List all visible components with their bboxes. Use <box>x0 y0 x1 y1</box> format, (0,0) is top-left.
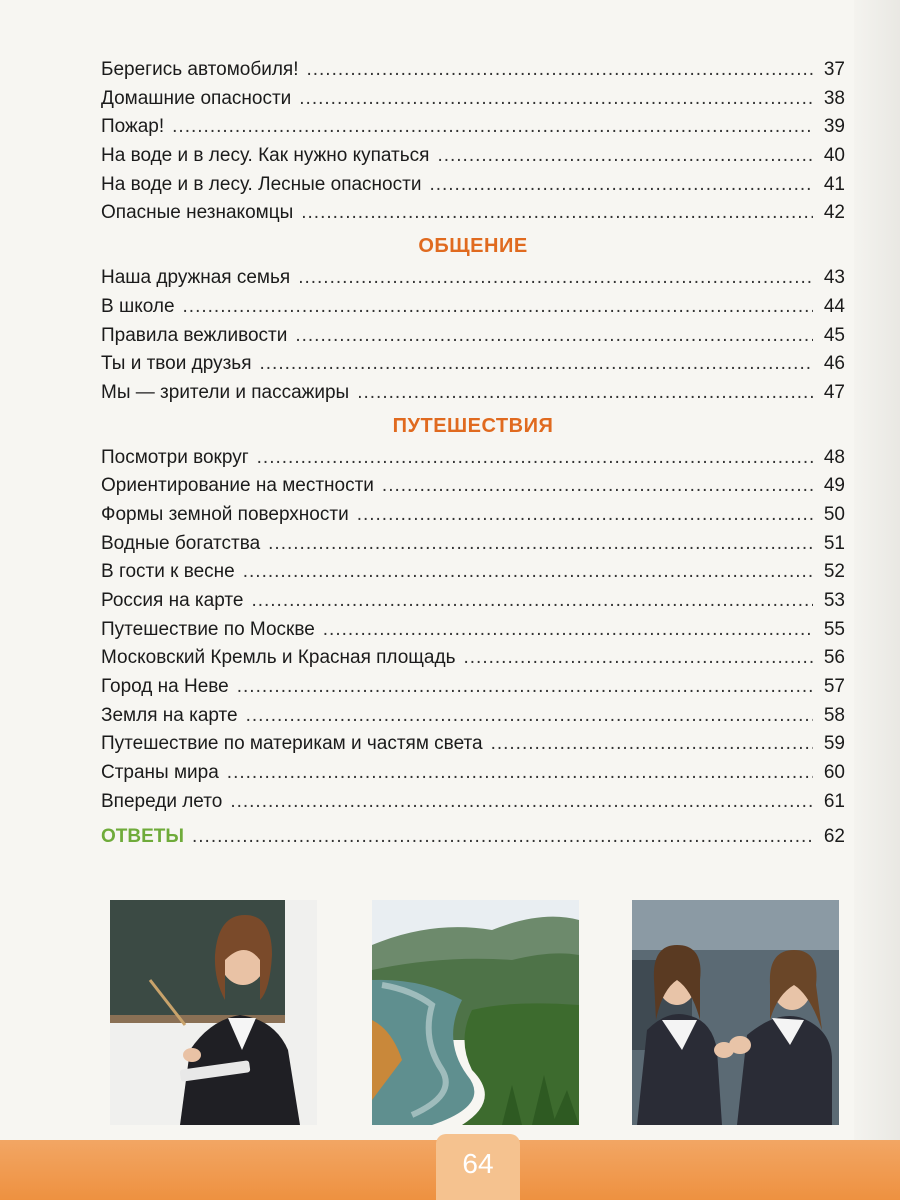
toc-entry[interactable] <box>101 530 845 559</box>
toc-entry[interactable] <box>101 56 845 85</box>
entry-title: В гости к весне <box>101 561 235 583</box>
entry-title: Формы земной поверхности <box>101 503 349 525</box>
leader-dots <box>301 199 813 228</box>
toc-entry[interactable] <box>101 730 845 759</box>
leader-dots <box>357 501 813 530</box>
entry-page: 40 <box>823 145 845 167</box>
entry-page: 46 <box>823 353 845 375</box>
leader-dots <box>246 702 813 731</box>
entry-title: Страны мира <box>101 762 219 784</box>
toc-entry[interactable] <box>101 702 845 731</box>
entry-title: Путешествие по материкам и частям света <box>101 733 483 755</box>
leader-dots <box>259 350 813 379</box>
entry-page: 37 <box>823 59 845 80</box>
entry-title: ОТВЕТЫ <box>101 825 184 847</box>
leader-dots <box>251 587 813 616</box>
entry-page: 41 <box>823 173 845 195</box>
entry-page: 57 <box>823 676 845 698</box>
toc-entry[interactable] <box>101 379 845 408</box>
toc-entry[interactable] <box>101 264 845 293</box>
toc-entry[interactable] <box>101 788 845 817</box>
entry-page: 61 <box>823 790 845 812</box>
toc-entry[interactable] <box>101 199 845 228</box>
entry-page: 42 <box>823 202 845 224</box>
leader-dots <box>237 673 813 702</box>
entry-page: 51 <box>823 532 845 554</box>
entry-title: Россия на карте <box>101 590 244 611</box>
toc-entry[interactable] <box>101 142 845 171</box>
toc-entry[interactable] <box>101 85 845 114</box>
entry-title: В школе <box>101 295 175 317</box>
page-number: 64 <box>436 1134 520 1200</box>
leader-dots <box>257 444 813 473</box>
entry-page: 55 <box>823 618 845 640</box>
landscape-photo <box>372 900 579 1125</box>
entry-page: 52 <box>823 561 845 583</box>
entry-title: Путешествие по Москве <box>101 618 315 640</box>
leader-dots <box>227 759 813 788</box>
leader-dots <box>230 788 813 817</box>
leader-dots <box>172 113 813 142</box>
teacher-photo <box>110 900 317 1125</box>
toc-entry[interactable] <box>101 322 845 351</box>
toc-entry[interactable] <box>101 558 845 587</box>
entry-title: Наша дружная семья <box>101 267 291 289</box>
leader-dots <box>268 530 813 559</box>
toc-entry[interactable] <box>101 759 845 788</box>
toc-entry[interactable] <box>101 644 845 673</box>
entry-page: 49 <box>823 475 845 497</box>
entry-page: 60 <box>823 762 845 784</box>
toc-entry[interactable] <box>101 587 845 616</box>
entry-title: Земля на карте <box>101 704 238 726</box>
leader-dots <box>323 616 813 645</box>
entry-page: 47 <box>823 381 845 403</box>
entry-title: Мы — зрители и пассажиры <box>101 381 350 403</box>
entry-title: Город на Неве <box>101 676 229 698</box>
entry-page: 58 <box>823 704 845 726</box>
toc-entry[interactable] <box>101 501 845 530</box>
entry-title: Пожар! <box>101 116 165 138</box>
entry-title: Правила вежливости <box>101 324 288 346</box>
leader-dots <box>306 56 813 85</box>
leader-dots <box>183 293 813 322</box>
entry-title: Ориентирование на местности <box>101 475 374 497</box>
leader-dots <box>464 644 814 673</box>
entry-page: 59 <box>823 733 845 755</box>
entry-title: Домашние опасности <box>101 87 292 109</box>
toc-entry[interactable] <box>101 472 845 501</box>
entry-title: Посмотри вокруг <box>101 446 249 468</box>
toc-entry[interactable] <box>101 616 845 645</box>
entry-page: 53 <box>823 590 845 611</box>
toc-entry-answers[interactable] <box>101 823 845 852</box>
entry-page: 56 <box>823 647 845 669</box>
entry-title: На воде и в лесу. Лесные опасности <box>101 173 422 195</box>
photo-strip <box>110 900 840 1125</box>
entry-title: Московский Кремль и Красная площадь <box>101 647 456 669</box>
toc-entry[interactable] <box>101 113 845 142</box>
entry-title: Ты и твои друзья <box>101 353 252 375</box>
leader-dots <box>382 472 813 501</box>
leader-dots <box>437 142 813 171</box>
entry-title: Опасные незнакомцы <box>101 202 294 224</box>
entry-title: Берегись автомобиля! <box>101 59 299 80</box>
entry-page: 43 <box>823 267 845 289</box>
page-edge <box>854 0 900 1200</box>
toc-entry[interactable] <box>101 444 845 473</box>
entry-title: На воде и в лесу. Как нужно купаться <box>101 145 430 167</box>
leader-dots <box>491 730 813 759</box>
leader-dots <box>298 264 813 293</box>
section-heading: ОБЩЕНИЕ <box>418 235 528 258</box>
entry-title: Впереди лето <box>101 790 223 812</box>
leader-dots <box>299 85 813 114</box>
leader-dots <box>357 379 813 408</box>
entry-title: Водные богатства <box>101 532 261 554</box>
section-heading: ПУТЕШЕСТВИЯ <box>392 414 554 437</box>
toc-entry[interactable] <box>101 350 845 379</box>
toc-entry[interactable] <box>101 293 845 322</box>
leader-dots <box>192 823 813 852</box>
table-of-contents <box>101 56 845 851</box>
entry-page: 38 <box>823 87 845 109</box>
entry-page: 39 <box>823 116 845 138</box>
leader-dots <box>243 558 813 587</box>
entry-page: 50 <box>823 503 845 525</box>
toc-entry[interactable] <box>101 673 845 702</box>
toc-entry[interactable] <box>101 171 845 200</box>
entry-page: 44 <box>823 295 845 317</box>
entry-page: 45 <box>823 324 845 346</box>
entry-page: 48 <box>823 446 845 468</box>
entry-page: 62 <box>823 825 845 847</box>
leader-dots <box>429 171 813 200</box>
schoolgirls-photo <box>632 900 839 1125</box>
leader-dots <box>295 322 813 351</box>
